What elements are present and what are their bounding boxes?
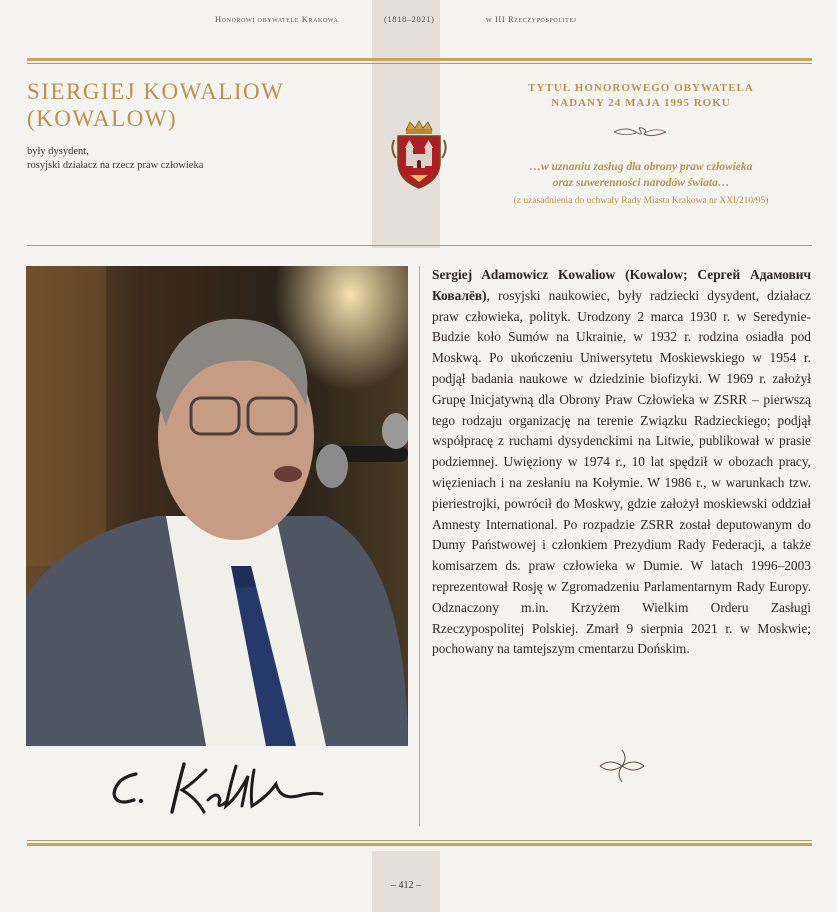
honor-quote-line1: …w uznaniu zasług dla obrony praw człowieka <box>529 161 753 173</box>
portrait-photo <box>26 266 408 746</box>
flourish-ornament-icon <box>612 124 668 140</box>
running-header-left: Honorowi obywatele Krakowa <box>215 14 339 24</box>
running-header-middle: (1818–2021) <box>384 14 435 24</box>
section-divider <box>27 245 812 246</box>
person-name-line1: SIERGIEJ KOWALIOW <box>27 79 285 104</box>
honor-title-line1: TYTUŁ HONOROWEGO OBYWATELA <box>528 82 754 94</box>
person-role-line1: były dysydent, <box>27 146 89 157</box>
coat-of-arms-icon <box>388 120 450 190</box>
column-divider <box>419 266 420 826</box>
top-thin-rule <box>27 63 812 64</box>
person-name <box>27 78 284 132</box>
page-number: – 412 – <box>391 880 421 891</box>
person-role <box>27 145 203 173</box>
biography-name: Sergiej Adamowicz Kowaliow (Kowalow; Сергей Адамович Ковалёв) <box>432 267 811 303</box>
running-header-right: w III Rzeczypospolitej <box>486 14 577 24</box>
honor-title-line2: NADANY 24 MAJA 1995 ROKU <box>551 97 731 109</box>
top-gold-rule <box>27 58 812 61</box>
person-name-line2: (KOWALOW) <box>27 106 178 131</box>
signature <box>108 756 328 822</box>
honor-source: (z uzasadnienia do uchwały Rady Miasta Krakowa nr XXI/210/95) <box>513 196 769 206</box>
bottom-thin-rule <box>27 840 812 841</box>
person-role-line2: rosyjski działacz na rzecz praw człowieka <box>27 160 204 171</box>
vertical-flourish-icon <box>598 748 646 784</box>
bottom-gold-rule <box>27 843 812 846</box>
honor-quote-line2: oraz suwerenności narodów świata… <box>552 177 730 189</box>
biography <box>432 265 811 660</box>
biography-text: , rosyjski naukowiec, były radziecki dysydent, działacz praw człowieka, polityk. Urodzony 2 marca 1930 r. w Seredynie-Budzie koło Sumów na Ukrainie, w 1932 r. rodzina osiadła pod Moskwą. Po ukończeniu Uniwersytetu Moskiewskiego w 1954 r. podjął badania naukowe w dziedzinie biofizyki. W 1969 r. założył Grupę Inicjatywną dla Obrony Praw Człowieka w ZSRR – pierwszą tego rodzaju organizację na terenie Związku Radzieckiego; podjął współpracę z ruchami dysydenckimi na Litwie, publikował w prasie podziemnej. Uwięziony w 1974 r., 10 lat spędził w obozach pracy, więzieniach i na zesłaniu na Kołymie. W 1986 r., w warunkach tzw. pieriestrojki, powrócił do Moskwy, gdzie założył moskiewski oddział Amnesty International. Po rozpadzie ZSRR został deputowanym do Dumy Państwowej i członkiem Prezydium Rady Federacji, a także komisarzem ds. praw człowieka w Dumie. W latach 1996–2003 reprezentował Rosję w Zgromadzeniu Parlamentarnym Rady Europy. Odznaczony m.in. Krzyżem Wielkim Orderu Zasługi Rzeczypospolitej Polskiej. Zmarł 9 sierpnia 2021 r. w Moskwie; pochowany na tamtejszym cmentarzu Dońskim. <box>432 287 811 657</box>
